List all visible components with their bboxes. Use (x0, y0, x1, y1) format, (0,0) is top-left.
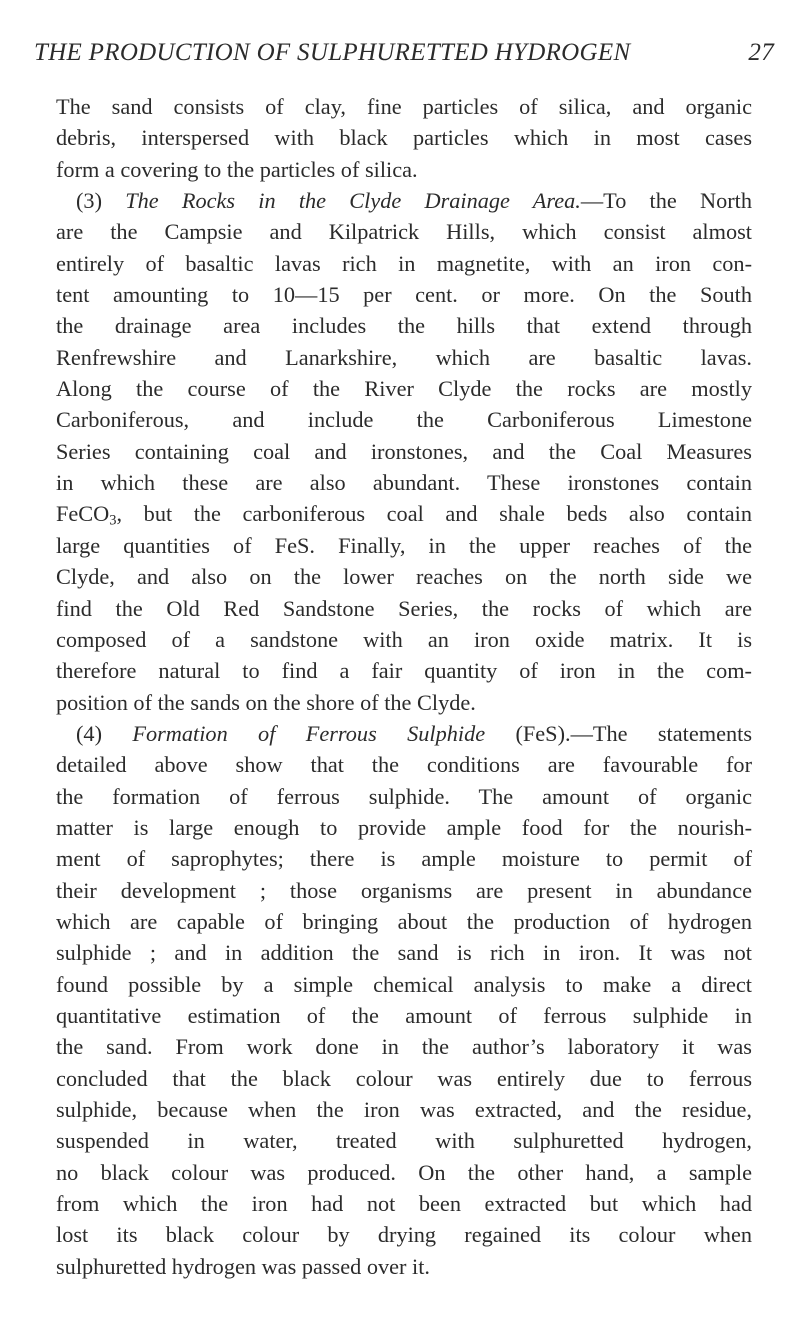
text-line: sulphuretted hydrogen was passed over it. (56, 1253, 431, 1279)
heading-continuation: (FeS).—The statements (485, 720, 752, 746)
text-line: quantitative estimation of the amount of ferrous sulphide in (56, 1002, 752, 1028)
formula-subscript: 3 (109, 513, 117, 530)
text-line: debris, interspersed with black particles which in most cases (56, 125, 752, 151)
body-text (56, 91, 752, 1282)
text-line: their development ; those organisms are present in abundance (56, 877, 752, 903)
text-line: the sand. From work done in the author’s laboratory it was (56, 1034, 752, 1060)
text-line: sulphide, because when the iron was extracted, and the residue, (56, 1097, 752, 1122)
text-line: entirely of basaltic lavas rich in magnetite, with an iron con- (56, 250, 752, 276)
text-line: Along the course of the River Clyde the rocks are mostly (56, 376, 752, 402)
section-heading: Formation of Ferrous Sulphide (132, 720, 486, 746)
text-line: sulphide ; and in addition the sand is rich in iron. It was not (56, 940, 752, 966)
text-line: position of the sands on the shore of the Clyde. (56, 689, 476, 715)
section-number: (3) (76, 188, 102, 214)
text-line: tent amounting to 10—15 per cent. or more. On the South (56, 282, 752, 308)
text-line: are the Campsie and Kilpatrick Hills, which consist almost (56, 219, 752, 245)
text-line: Carboniferous, and include the Carboniferous Limestone (56, 407, 752, 433)
text-line: Renfrewshire and Lanarkshire, which are basaltic lavas. (56, 344, 752, 370)
text-line: concluded that the black colour was entirely due to ferrous (56, 1065, 752, 1091)
text-line: form a covering to the particles of silica. (56, 156, 418, 182)
text-line (56, 498, 752, 529)
paragraph-sand (56, 91, 752, 185)
formula-line-rest: , but the carboniferous coal and shale beds also contain (116, 501, 752, 527)
paragraph-formation (56, 718, 752, 1282)
text-line: large quantities of FeS. Finally, in the upper reaches of the (56, 532, 752, 558)
text-line: from which the iron had not been extracted but which had (56, 1191, 752, 1217)
text-line: matter is large enough to provide ample food for the nourish- (56, 814, 752, 840)
text-line: no black colour was produced. On the other hand, a sample (56, 1159, 752, 1185)
paragraph-rocks (56, 185, 752, 718)
section-heading: The Rocks in the Clyde Drainage Area. (125, 188, 581, 214)
text-line: ment of saprophytes; there is ample moisture to permit of (56, 846, 752, 872)
text-line: The sand consists of clay, fine particles of silica, and organic (56, 94, 752, 119)
text-line: therefore natural to find a fair quantity of iron in the com- (56, 658, 752, 684)
text-line: found possible by a simple chemical analysis to make a direct (56, 971, 752, 997)
text-line: composed of a sandstone with an iron oxide matrix. It is (56, 626, 752, 652)
running-header (34, 36, 774, 70)
text-line (56, 718, 752, 749)
formula-feco3 (56, 501, 117, 530)
text-line: suspended in water, treated with sulphuretted hydrogen, (56, 1128, 752, 1154)
formula-base: FeCO (56, 501, 110, 527)
text-line (56, 185, 752, 216)
text-line: Series containing coal and ironstones, and the Coal Measures (56, 438, 752, 464)
text-line: in which these are also abundant. These ironstones contain (56, 470, 752, 496)
text-line: detailed above show that the conditions are favourable for (56, 752, 752, 778)
text-line: find the Old Red Sandstone Series, the rocks of which are (56, 595, 752, 621)
text-line: lost its black colour by drying regained its colour when (56, 1222, 752, 1248)
page-number: 27 (748, 39, 774, 66)
text-line: the drainage area includes the hills that extend through (56, 313, 752, 339)
section-number: (4) (76, 720, 102, 746)
text-line: which are capable of bringing about the production of hydrogen (56, 908, 752, 934)
heading-continuation: —To the North (580, 188, 752, 214)
running-title: THE PRODUCTION OF SULPHURETTED HYDROGEN (34, 39, 631, 66)
text-line: Clyde, and also on the lower reaches on the north side we (56, 564, 752, 590)
text-line: the formation of ferrous sulphide. The amount of organic (56, 783, 752, 809)
